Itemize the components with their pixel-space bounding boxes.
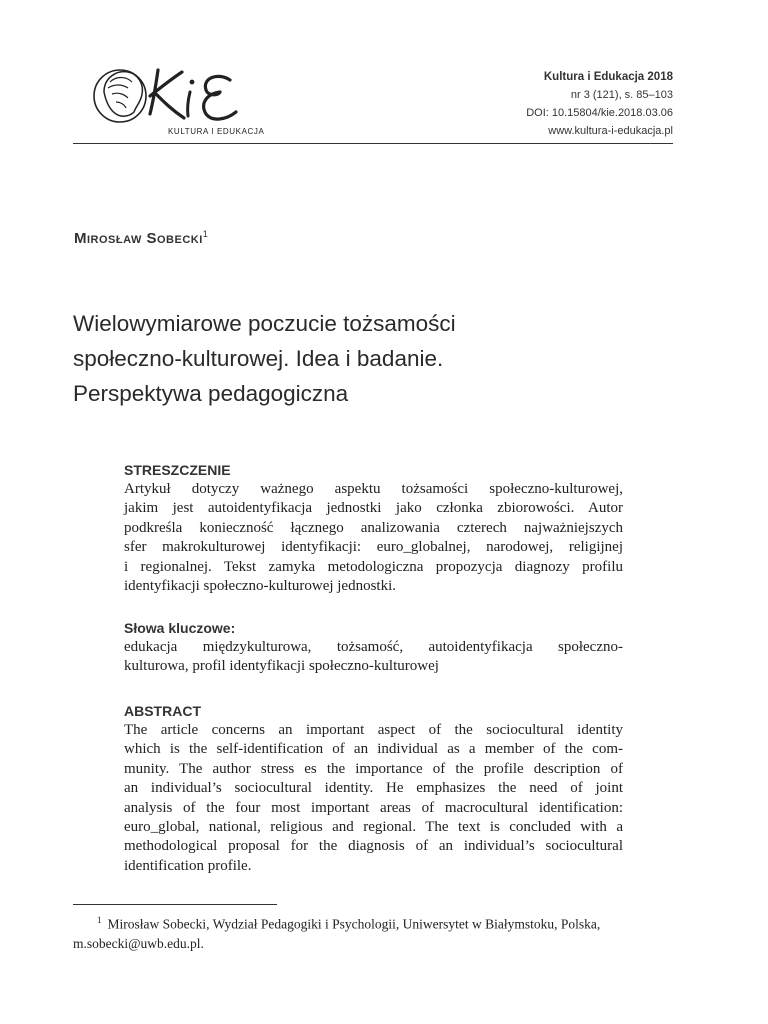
footnote-text: Mirosław Sobecki, Wydział Pedagogiki i Psychologii, Uniwersytet w Białymstoku, Polska, bbox=[107, 916, 601, 932]
article-title bbox=[73, 306, 593, 411]
author-footnote-mark[interactable]: 1 bbox=[202, 229, 208, 239]
journal-website[interactable]: www.kultura-i-edukacja.pl bbox=[548, 125, 673, 137]
body-line: munity. The author stress es the importance of the profile description of bbox=[124, 760, 623, 777]
abstract-body bbox=[124, 721, 623, 876]
logo-subtitle: KULTURA I EDUKACJA bbox=[168, 127, 265, 136]
body-line: podkreśla konieczność łącznego analizowania czterech najważniejszych bbox=[124, 519, 623, 536]
footnote-line bbox=[73, 911, 673, 934]
footnote-email[interactable]: m.sobecki@uwb.edu.pl. bbox=[73, 935, 204, 951]
abstract-section bbox=[124, 702, 623, 876]
footnote-mark: 1 bbox=[97, 915, 102, 925]
title-line: społeczno-kulturowej. Idea i badanie. bbox=[73, 346, 444, 371]
abstract-heading: ABSTRACT bbox=[124, 703, 201, 719]
keywords-section bbox=[124, 619, 623, 677]
author-name bbox=[74, 229, 208, 247]
streszczenie-heading: STRESZCZENIE bbox=[124, 462, 231, 478]
footnote-divider bbox=[73, 904, 277, 905]
body-line: jakim jest autoidentyfikacja jednostki jako członka zbiorowości. Autor bbox=[124, 500, 623, 517]
body-line: identyfikacji społeczno-kulturowej jednostki. bbox=[124, 578, 397, 595]
title-line: Perspektywa pedagogiczna bbox=[73, 381, 349, 406]
header-divider bbox=[73, 143, 673, 144]
body-line: which is the self-identification of an individual as a member of the com- bbox=[124, 741, 623, 758]
streszczenie-section bbox=[124, 461, 623, 596]
body-line: identification profile. bbox=[124, 857, 252, 874]
streszczenie-body bbox=[124, 480, 623, 596]
journal-logo bbox=[90, 58, 290, 142]
body-line: edukacja międzykulturowa, tożsamość, autoidentyfikacja społeczno- bbox=[124, 639, 623, 655]
body-line: i regionalnej. Tekst zamyka metodologiczna propozycja diagnozy profilu bbox=[124, 558, 623, 575]
keywords-body bbox=[124, 638, 623, 677]
journal-name: Kultura i Edukacja 2018 bbox=[543, 71, 673, 83]
body-line: kulturowa, profil identyfikacji społeczno-kulturowej bbox=[124, 658, 439, 675]
body-line: sfer makrokulturowej identyfikacji: euro_globalnej, narodowej, religijnej bbox=[124, 539, 623, 556]
body-line: an individual’s sociocultural identity. He emphasizes the need of joint bbox=[124, 780, 623, 797]
body-line: euro_global, national, religious and regional. The text is concluded with a bbox=[124, 819, 623, 836]
body-line: methodological proposal for the diagnosis of an individual’s sociocultural bbox=[124, 838, 623, 855]
body-line: analysis of the four most important areas of macrocultural identification: bbox=[124, 799, 623, 816]
footnote bbox=[73, 911, 673, 953]
body-line: The article concerns an important aspect of the sociocultural identity bbox=[124, 722, 623, 738]
journal-doi: DOI: 10.15804/kie.2018.03.06 bbox=[526, 107, 673, 119]
keywords-heading: Słowa kluczowe: bbox=[124, 620, 236, 636]
title-line: Wielowymiarowe poczucie tożsamości bbox=[73, 311, 456, 336]
journal-info bbox=[526, 68, 673, 140]
author-name-text: Mirosław Sobecki bbox=[74, 230, 203, 247]
journal-issue: nr 3 (121), s. 85–103 bbox=[570, 89, 673, 101]
body-line: Artykuł dotyczy ważnego aspektu tożsamości społeczno-kulturowej, bbox=[124, 481, 623, 497]
